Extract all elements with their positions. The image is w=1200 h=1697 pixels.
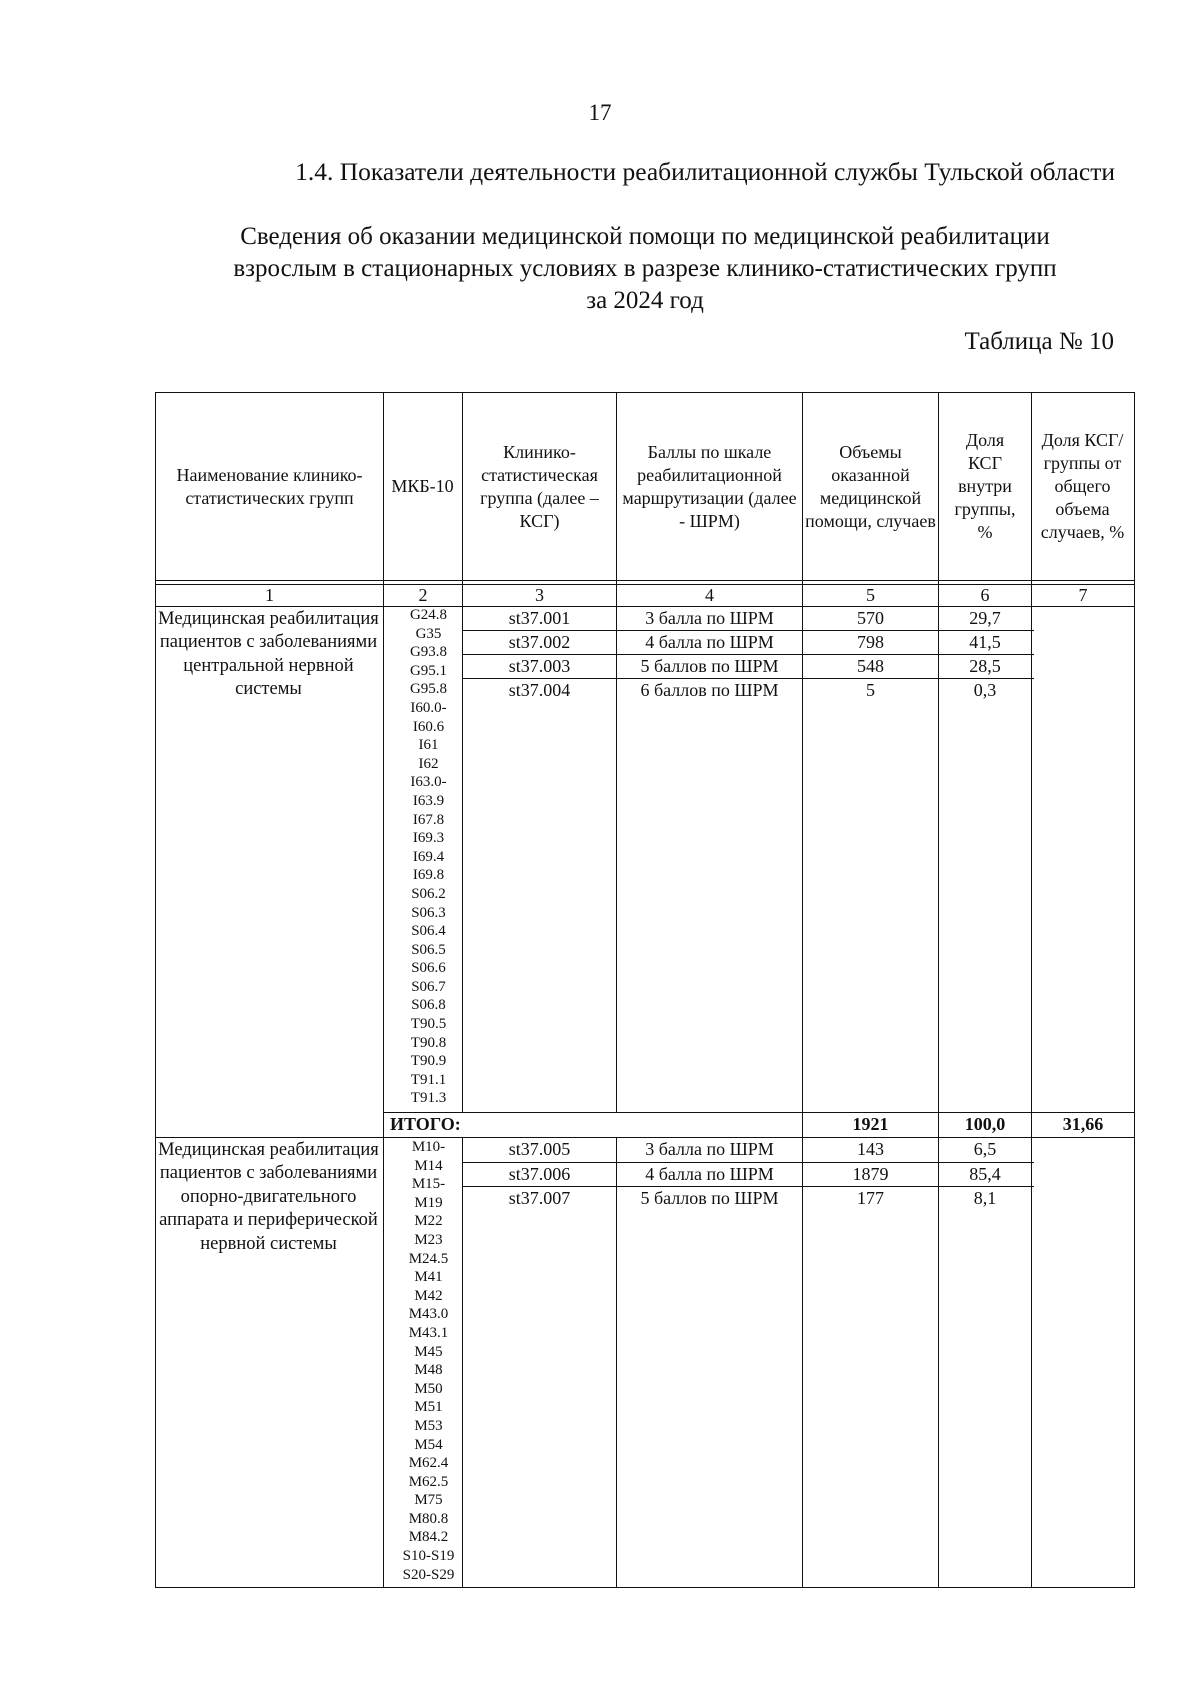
column-divider	[1031, 392, 1032, 1588]
cases-value: 177	[857, 1188, 884, 1208]
subtitle-line-3: за 2024 год	[586, 287, 704, 314]
icd-code: I67.8	[412, 811, 445, 828]
total-overall-share: 31,66	[1062, 1114, 1104, 1134]
header-shrm: Баллы по шкале реабилитационной маршрутизации (далее - ШРМ)	[622, 441, 797, 531]
icd-code: M22	[414, 1213, 443, 1230]
shrm-score: 4 балла по ШРМ	[645, 632, 774, 652]
icd-code: I61	[418, 737, 439, 754]
icd-code: S06.7	[411, 978, 446, 995]
icd-code: G93.8	[409, 644, 448, 661]
column-number: 3	[535, 585, 544, 605]
icd-code: I63.0-	[410, 774, 447, 791]
header-ksg: Клинико-статистическая группа (далее – КСГ)	[480, 441, 599, 531]
ksg-code: st37.007	[508, 1188, 571, 1208]
table-border-right	[1134, 392, 1135, 1588]
icd-code: M50	[414, 1380, 443, 1397]
icd-code: G95.8	[409, 681, 448, 698]
share-value: 8,1	[973, 1188, 997, 1208]
icd-code: G24.8	[409, 607, 448, 623]
ksg-code: st37.005	[508, 1139, 571, 1159]
icd-code: M53	[414, 1417, 443, 1434]
ksg-code: st37.001	[508, 608, 571, 628]
cases-value: 143	[857, 1139, 884, 1159]
icd-code: M75	[414, 1492, 443, 1509]
icd-code: M45	[414, 1343, 443, 1360]
ksg-code: st37.003	[508, 656, 571, 676]
icd-code: M62.5	[408, 1473, 449, 1490]
section-title: 1.4. Показатели деятельности реабилитационной службы Тульской области	[295, 157, 1115, 186]
icd-code: S06.5	[411, 941, 446, 958]
total-share: 100,0	[964, 1114, 1006, 1134]
icd-code: G35	[415, 625, 442, 642]
shrm-score: 3 балла по ШРМ	[645, 608, 774, 628]
total-label: ИТОГО:	[390, 1114, 461, 1134]
icd-code: M84.2	[408, 1529, 449, 1546]
icd-code: S06.8	[411, 997, 446, 1014]
icd-code: I69.3	[412, 830, 445, 847]
share-value: 41,5	[969, 632, 1001, 652]
cases-value: 798	[857, 632, 884, 652]
icd-code: S06.6	[411, 960, 446, 977]
table-caption: Таблица № 10	[964, 328, 1114, 355]
header-group-name: Наименование клинико-статистических групп	[176, 464, 363, 508]
icd-code: I62	[418, 755, 439, 772]
icd-code: M19	[414, 1194, 443, 1211]
icd-code: T90.9	[410, 1053, 447, 1070]
column-divider	[802, 392, 803, 1588]
icd-code: S20-S29	[402, 1566, 455, 1583]
shrm-score: 3 балла по ШРМ	[645, 1139, 774, 1159]
icd-code: M43.0	[408, 1306, 449, 1323]
share-value: 6,5	[973, 1139, 997, 1159]
shrm-score: 4 балла по ШРМ	[645, 1164, 774, 1184]
icd-code: M48	[414, 1362, 443, 1379]
icd-code: T91.3	[410, 1090, 447, 1107]
share-value: 29,7	[969, 608, 1001, 628]
column-number: 7	[1078, 585, 1088, 605]
subtitle-line-1: Сведения об оказании медицинской помощи по медицинской реабилитации	[240, 223, 1050, 250]
cases-value: 548	[857, 656, 884, 676]
header-cases: Объемы оказанной медицинской помощи, случаев	[805, 441, 936, 531]
share-value: 28,5	[969, 656, 1001, 676]
icd-code: T91.1	[410, 1071, 447, 1088]
column-number: 2	[418, 585, 428, 605]
shrm-score: 6 баллов по ШРМ	[640, 680, 779, 700]
icd-code: M42	[414, 1287, 443, 1304]
icd-code: M51	[414, 1399, 443, 1416]
shrm-score: 5 баллов по ШРМ	[640, 656, 779, 676]
header-share-in-group: Доля КСГ внутри группы, %	[954, 430, 1016, 542]
ksg-code: st37.002	[508, 632, 571, 652]
icd-code: I69.8	[412, 867, 445, 884]
cases-value: 5	[866, 680, 875, 700]
group-name-cns: Медицинская реабилитация пациентов с заболеваниями центральной нервной системы	[158, 609, 379, 700]
table-border-bottom	[155, 1587, 1135, 1588]
icd-code: S06.3	[411, 904, 446, 921]
icd-codes-musculoskeletal	[389, 1138, 468, 1584]
icd-code: I63.9	[412, 792, 445, 809]
icd-code: M15-	[411, 1176, 446, 1193]
subtitle-line-2: взрослым в стационарных условиях в разрезе клинико-статистических групп	[233, 255, 1057, 282]
column-divider	[938, 392, 939, 1588]
shrm-score: 5 баллов по ШРМ	[640, 1188, 779, 1208]
icd-code: M23	[414, 1231, 443, 1248]
column-divider	[616, 392, 617, 1113]
icd-code: M43.1	[408, 1324, 449, 1341]
icd-code: I60.6	[412, 718, 445, 735]
icd-code: I60.0-	[410, 699, 447, 716]
icd-code: S06.2	[411, 885, 446, 902]
icd-code: G95.1	[409, 662, 448, 679]
share-value: 85,4	[969, 1164, 1001, 1184]
icd-code: S10-S19	[402, 1548, 455, 1565]
icd-code: S06.4	[411, 923, 446, 940]
column-number: 5	[866, 585, 875, 605]
column-number: 1	[265, 585, 274, 605]
total-cases: 1921	[852, 1114, 889, 1134]
icd-code: T90.8	[410, 1034, 447, 1051]
share-value: 0,3	[973, 680, 997, 700]
ksg-code: st37.006	[508, 1164, 571, 1184]
icd-code: M41	[414, 1269, 443, 1286]
icd-code: M54	[414, 1436, 443, 1453]
icd-code: M62.4	[408, 1455, 449, 1472]
header-bottom-line	[155, 580, 1135, 581]
header-share-total: Доля КСГ/ группы от общего объема случаев, %	[1040, 430, 1125, 542]
column-number: 6	[980, 585, 990, 605]
icd-codes-cns	[389, 606, 468, 1108]
icd-code: T90.5	[410, 1016, 447, 1033]
icd-code: I69.4	[412, 848, 445, 865]
header-icd10: МКБ-10	[391, 476, 454, 496]
cases-value: 1879	[852, 1164, 889, 1184]
column-number: 4	[705, 585, 714, 605]
ksg-code: st37.004	[508, 680, 571, 700]
group-name-musculoskeletal: Медицинская реабилитация пациентов с заболеваниями опорно-двигательного аппарата и периферической нервной системы	[158, 1140, 379, 1254]
page-number: 17	[588, 100, 612, 125]
column-divider	[383, 392, 384, 1588]
icd-code: M14	[414, 1157, 443, 1174]
cases-value: 570	[857, 608, 884, 628]
icd-code: M80.8	[408, 1510, 449, 1527]
icd-code: M24.5	[408, 1250, 449, 1267]
icd-code: M10-	[411, 1139, 446, 1155]
